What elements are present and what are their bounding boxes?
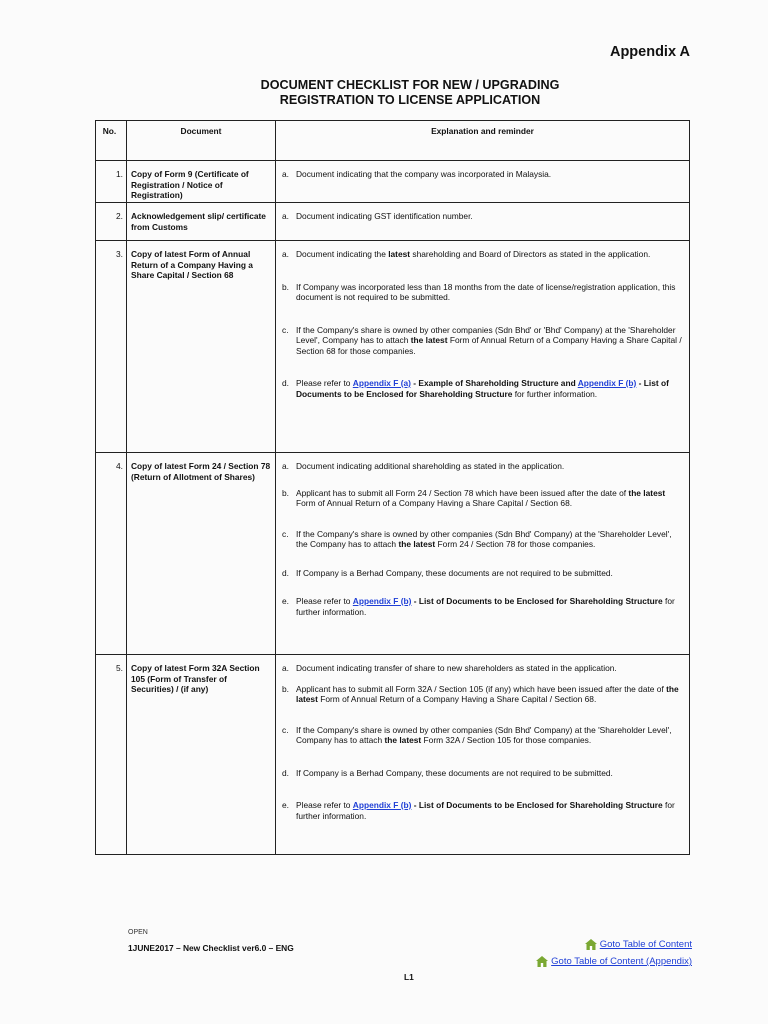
item-text-part: for further information.: [512, 388, 598, 399]
col-header-no: No.: [96, 121, 127, 161]
item-text-part: for further information.: [296, 596, 675, 617]
item-text: [296, 725, 683, 746]
explanation-item: [282, 725, 683, 746]
explanation-item: [282, 325, 683, 357]
item-text-part: Form 32A / Section 105 for those companies.: [421, 735, 592, 745]
home-icon: [536, 956, 548, 967]
item-letter: b.: [282, 683, 289, 694]
item-letter: a.: [282, 249, 289, 259]
table-row: [96, 161, 690, 203]
footer-version: 1JUNE2017 – New Checklist ver6.0 – ENG: [128, 943, 294, 953]
title-line-1: DOCUMENT CHECKLIST FOR NEW / UPGRADING: [260, 78, 560, 92]
item-text: [296, 663, 683, 674]
document-name: Copy of Form 9 (Certificate of Registration / Notice of Registration): [127, 161, 276, 203]
page-number: L1: [404, 972, 414, 982]
item-bold-text: - List of Documents to be Enclosed for Shareholding Structure: [296, 378, 669, 399]
explanation-cell: [276, 161, 690, 203]
col-header-document: Document: [127, 121, 276, 161]
item-letter: b.: [282, 487, 289, 498]
row-number: 3.: [96, 241, 127, 453]
explanation-item: [282, 768, 683, 779]
item-plain-text: If Company is a Berhad Company, these documents are not required to be submitted.: [296, 767, 613, 778]
row-number: 5.: [96, 655, 127, 855]
appendix-link[interactable]: Appendix F (a): [352, 378, 411, 388]
explanation-item: [282, 568, 683, 579]
appendix-label: Appendix A: [609, 44, 690, 60]
document-name: Copy of latest Form 32A Section 105 (Form of Transfer of Securities) / (if any): [127, 655, 276, 855]
item-text-part: Form of Annual Return of a Company Having a Share Capital / Section 68.: [317, 694, 597, 704]
goto-label: Goto Table of Content: [599, 939, 692, 950]
item-text-part: Please refer to: [296, 596, 353, 606]
explanation-item: [282, 249, 683, 260]
appendix-link[interactable]: Appendix F (b): [352, 800, 412, 810]
item-letter: d.: [282, 767, 289, 778]
col-header-explanation: Explanation and reminder: [276, 121, 690, 161]
explanation-item: [282, 800, 683, 821]
goto-table-of-content-link[interactable]: [585, 939, 692, 950]
table-header-row: [96, 121, 690, 161]
home-icon: [585, 939, 597, 950]
explanation-cell: [276, 241, 690, 453]
table-row: [96, 655, 690, 855]
footer-classification: OPEN: [128, 929, 148, 936]
item-text-part: If the Company's share is owned by other companies (Sdn Bhd' Company) at the 'Shareholder Level', Company has to attach: [296, 724, 672, 745]
item-text: [296, 488, 683, 509]
item-text: [296, 768, 683, 779]
item-text-part: Form of Annual Return of a Company Having a Share Capital / Section 68 for those companies.: [296, 335, 682, 356]
explanation-item: [282, 596, 683, 617]
item-bold-text: latest: [388, 249, 411, 259]
item-bold-text: the latest: [410, 335, 448, 345]
item-text-part: Applicant has to submit all Form 24 / Section 78 which have been issued after the date of: [296, 487, 629, 498]
item-letter: d.: [282, 567, 289, 578]
item-bold-text: the latest: [398, 539, 436, 549]
item-text: [296, 529, 683, 550]
table-row: [96, 453, 690, 655]
explanation-item: [282, 211, 683, 222]
row-number: 1.: [96, 161, 127, 203]
item-text-part: Form of Annual Return of a Company Having a Share Capital / Section 68.: [296, 498, 573, 508]
item-text: [296, 282, 683, 303]
item-letter: e.: [282, 800, 289, 810]
checklist-table: [95, 120, 690, 855]
explanation-item: [282, 461, 683, 472]
explanation-cell: [276, 453, 690, 655]
appendix-link[interactable]: Appendix F (b): [352, 596, 412, 606]
item-letter: c.: [282, 528, 289, 539]
appendix-link[interactable]: Appendix F (b): [577, 378, 637, 388]
item-text: [296, 249, 683, 260]
item-letter: a.: [282, 663, 289, 673]
item-text: [296, 461, 683, 472]
goto-label: Goto Table of Content (Appendix): [551, 956, 692, 967]
item-bold-text: the latest: [628, 487, 666, 498]
item-text-part: for further information.: [296, 800, 675, 821]
title-line-2: REGISTRATION TO LICENSE APPLICATION: [279, 93, 541, 107]
explanation-item: [282, 282, 683, 303]
item-plain-text: Document indicating GST identification number.: [296, 211, 473, 221]
explanation-item: [282, 488, 683, 509]
document-name: Copy of latest Form 24 / Section 78 (Return of Allotment of Shares): [127, 453, 276, 655]
item-letter: e.: [282, 596, 289, 606]
item-letter: a.: [282, 211, 289, 221]
item-bold-text: - List of Documents to be Enclosed for Shareholding Structure: [411, 596, 663, 606]
item-bold-text: the latest: [384, 735, 422, 745]
item-text-part: Please refer to: [296, 800, 353, 810]
item-text: [296, 568, 683, 579]
item-letter: d.: [282, 378, 289, 388]
explanation-cell: [276, 203, 690, 241]
item-letter: c.: [282, 724, 289, 735]
item-text: [296, 378, 683, 399]
item-letter: c.: [282, 324, 289, 335]
item-plain-text: Document indicating that the company was incorporated in Malaysia.: [296, 169, 552, 179]
item-text: [296, 800, 683, 821]
item-text-part: Document indicating the: [296, 249, 389, 259]
table-row: [96, 203, 690, 241]
item-plain-text: Document indicating additional shareholding as stated in the application.: [296, 461, 565, 471]
explanation-item: [282, 663, 683, 674]
item-text: [296, 325, 683, 357]
item-bold-text: - List of Documents to be Enclosed for Shareholding Structure: [411, 800, 663, 810]
explanation-cell: [276, 655, 690, 855]
row-number: 4.: [96, 453, 127, 655]
item-plain-text: If Company was incorporated less than 18 months from the date of license/registration application, this document is not required to be submitted.: [296, 281, 676, 302]
document-name: Acknowledgement slip/ certificate from Customs: [127, 203, 276, 241]
item-text-part: Applicant has to submit all Form 32A / Section 105 (if any) which have been issued after the date of: [296, 683, 667, 694]
item-text: [296, 211, 683, 222]
item-letter: a.: [282, 169, 289, 179]
item-plain-text: Document indicating transfer of share to new shareholders as stated in the application.: [296, 663, 617, 673]
table-row: [96, 241, 690, 453]
item-text-part: If the Company's share is owned by other companies (Sdn Bhd' or 'Bhd' Company) at the 'Shareholder Level', Company has to attach: [296, 324, 676, 345]
item-text-part: Please refer to: [296, 378, 353, 388]
item-letter: b.: [282, 281, 289, 292]
item-text-part: If the Company's share is owned by other companies (Sdn Bhd' Company) at the 'Shareholder Level', the Company has to attach: [296, 528, 672, 549]
document-name: Copy of latest Form of Annual Return of a Company Having a Share Capital / Section 68: [127, 241, 276, 453]
item-bold-text: the latest: [296, 683, 679, 704]
explanation-item: [282, 529, 683, 550]
item-letter: a.: [282, 461, 289, 471]
item-bold-text: - Example of Shareholding Structure and: [410, 378, 578, 388]
row-number: 2.: [96, 203, 127, 241]
item-text-part: Form 24 / Section 78 for those companies.: [435, 539, 596, 549]
explanation-item: [282, 378, 683, 399]
explanation-item: [282, 684, 683, 705]
item-text: [296, 596, 683, 617]
document-title: [0, 78, 768, 108]
item-text-part: shareholding and Board of Directors as stated in the application.: [410, 249, 651, 259]
explanation-item: [282, 169, 683, 180]
item-text: [296, 684, 683, 705]
item-plain-text: If Company is a Berhad Company, these documents are not required to be submitted.: [296, 567, 613, 578]
goto-appendix-link[interactable]: [536, 956, 692, 967]
item-text: [296, 169, 683, 180]
